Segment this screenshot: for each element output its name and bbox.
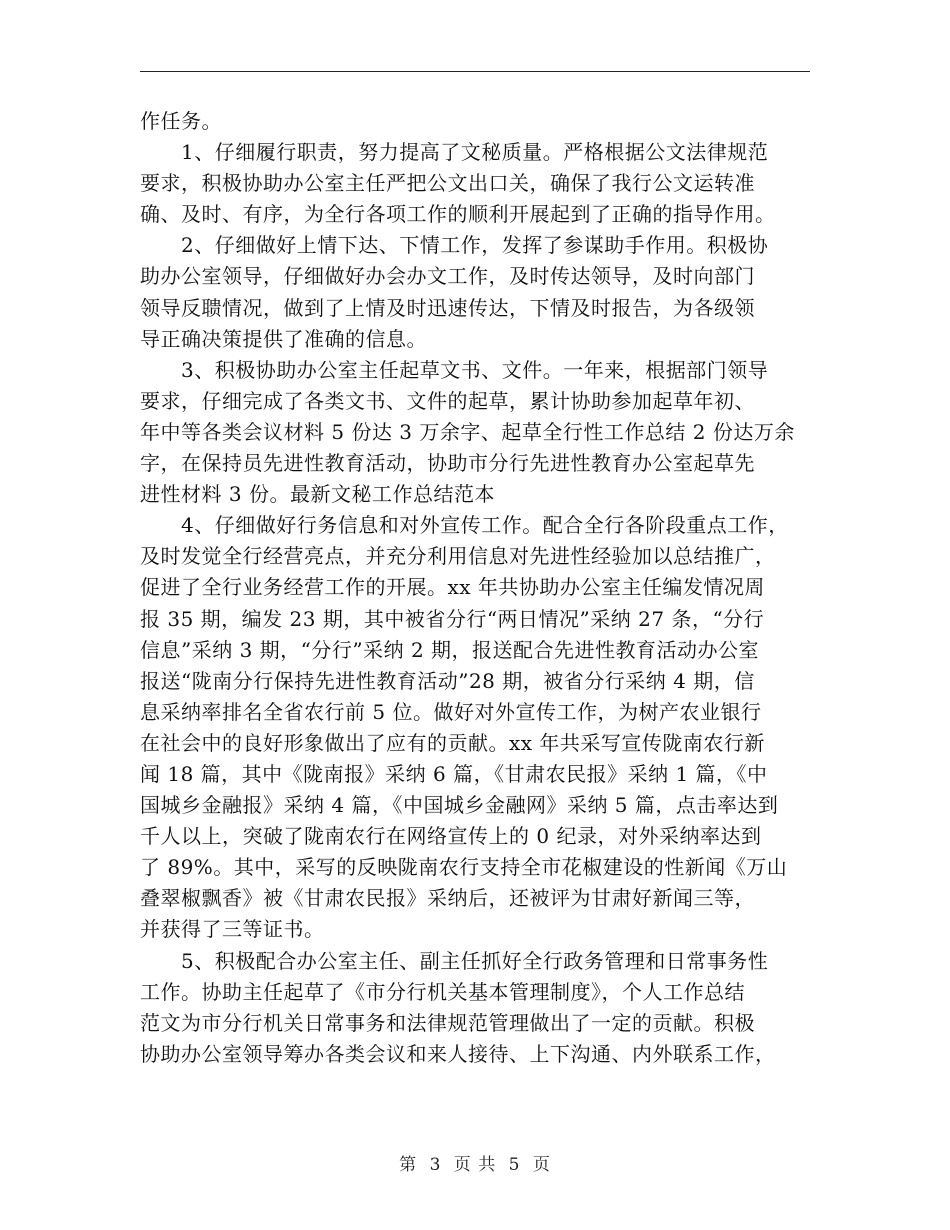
text-line: 信息”采纳 3 期，“分行”采纳 2 期，报送配合先进性教育活动办公室 (140, 637, 760, 662)
text-line: 报 35 期，编发 23 期，其中被省分行“两日情况”采纳 27 条，“分行 (140, 606, 765, 631)
text-line: 了 89%。其中，采写的反映陇南农行支持全市花椒建设的性新闻《万山 (140, 855, 788, 880)
text-line: 作任务。 (140, 109, 222, 133)
page-label-suffix: 页 (532, 1155, 551, 1175)
text-line: 工作。协助主任起草了《市分行机关基本管理制度》，个人工作总结 (140, 979, 745, 1004)
text-line: 4、仔细做好行务信息和对外宣传工作。配合全行各阶段重点工作， (140, 513, 789, 538)
text-line: 1、仔细履行职责，努力提高了文秘质量。严格根据公文法律规范 (140, 140, 769, 165)
text-line: 报送“陇南分行保持先进性教育活动”28 期，被省分行采纳 4 期，信 (140, 668, 755, 693)
page-label-middle: 页 共 (453, 1155, 497, 1175)
text-line: 并获得了三等证书。 (140, 917, 325, 942)
body-text (140, 106, 818, 1070)
header-rule (140, 71, 810, 72)
text-line: 及时发觉全行经营亮点，并充分利用信息对先进性经验加以总结推广， (140, 544, 776, 569)
total-pages-number: 5 (508, 1155, 521, 1175)
text-line: 领导反聩情况，做到了上情及时迅速传达，下情及时报告，为各级领 (140, 295, 755, 320)
text-line: 要求，积极协助办公室主任严把公文出口关，确保了我行公文运转准 (140, 171, 755, 196)
text-line: 确、及时、有序，为全行各项工作的顺利开展起到了正确的指导作用。 (140, 202, 776, 227)
text-line: 国城乡金融报》采纳 4 篇，《中国城乡金融网》采纳 5 篇，点击率达到 (140, 793, 779, 818)
text-line: 闻 18 篇，其中《陇南报》采纳 6 篇，《甘肃农民报》采纳 1 篇，《中 (140, 761, 768, 786)
text-line: 千人以上，突破了陇南农行在网络宣传上的 0 纪录，对外采纳率达到 (140, 824, 762, 849)
page-label-prefix: 第 (399, 1155, 418, 1175)
text-line: 3、积极协助办公室主任起草文书、文件。一年来，根据部门领导 (140, 357, 769, 382)
text-line: 范文为市分行机关日常事务和法律规范管理做出了一定的贡献。积极 (140, 1010, 755, 1035)
text-line: 要求，仔细完成了各类文书、文件的起草，累计协助参加起草年初、 (140, 388, 755, 413)
text-line: 助办公室领导，仔细做好办会办文工作，及时传达领导，及时向部门 (140, 264, 755, 289)
text-line: 在社会中的良好形象做出了应有的贡献。xx 年共采写宣传陇南农行新 (140, 730, 765, 755)
text-line: 促进了全行业务经营工作的开展。xx 年共协助办公室主任编发情况周 (140, 575, 765, 600)
text-line: 导正确决策提供了准确的信息。 (140, 326, 427, 351)
current-page-number: 3 (429, 1155, 442, 1175)
text-line: 叠翠椒飘香》被《甘肃农民报》采纳后，还被评为甘肃好新闻三等， (140, 886, 755, 911)
text-line: 进性材料 3 份。最新文秘工作总结范本 (140, 482, 495, 507)
text-line: 2、仔细做好上情下达、下情工作，发挥了参谋助手作用。积极协 (140, 233, 769, 258)
text-line: 年中等各类会议材料 5 份达 3 万余字、起草全行性工作总结 2 份达万余 (140, 419, 795, 444)
page-footer (0, 1150, 950, 1175)
text-line: 协助办公室领导筹办各类会议和来人接待、上下沟通、内外联系工作， (140, 1041, 776, 1066)
text-line: 息采纳率排名全省农行前 5 位。做好对外宣传工作，为树产农业银行 (140, 699, 762, 724)
text-line: 字，在保持员先进性教育活动，协助市分行先进性教育办公室起草先 (140, 451, 755, 476)
text-line: 5、积极配合办公室主任、副主任抓好全行政务管理和日常事务性 (140, 948, 769, 973)
